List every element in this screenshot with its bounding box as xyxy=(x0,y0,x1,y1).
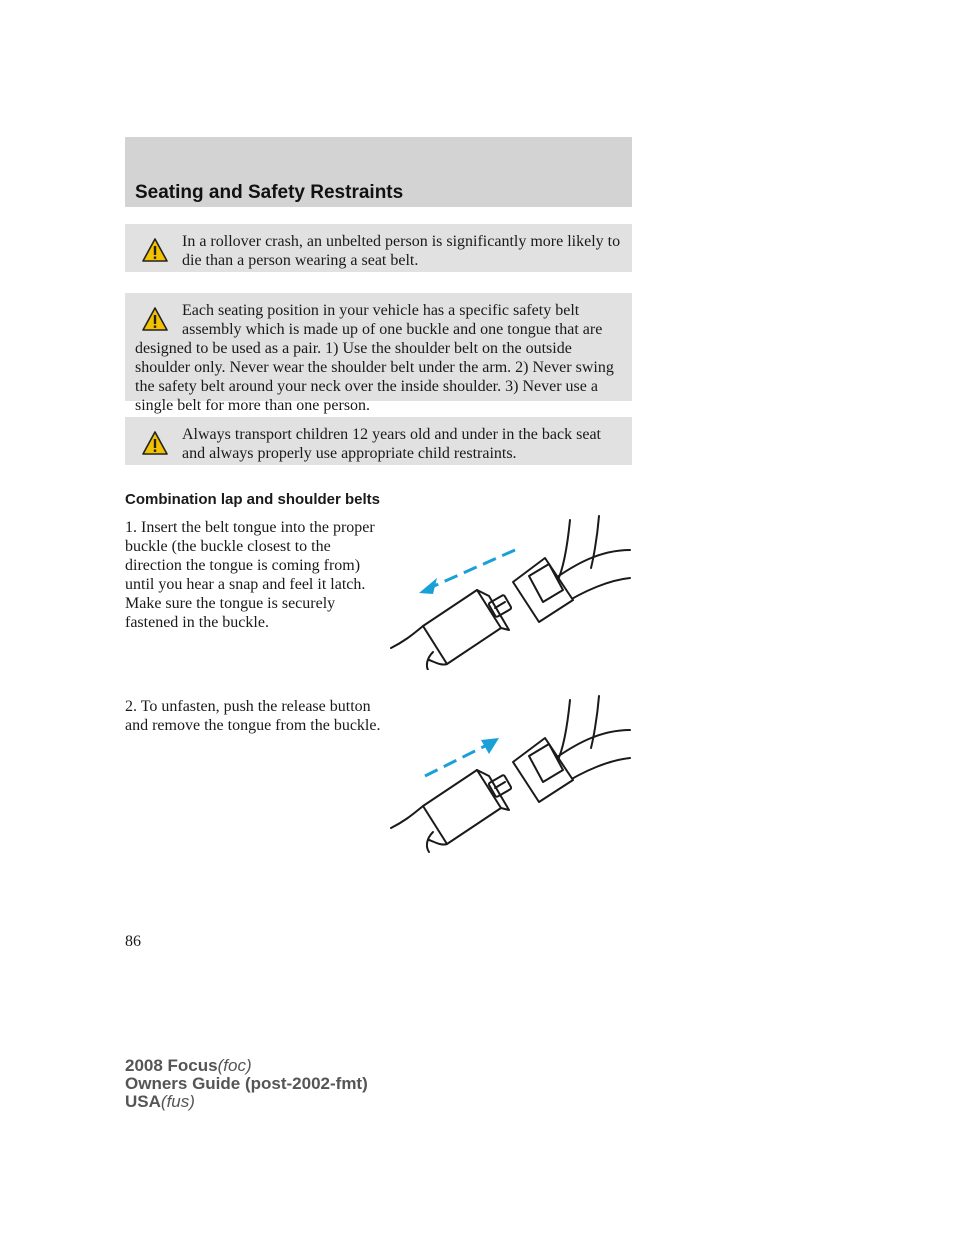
belt-unfasten-illustration xyxy=(385,690,635,860)
warning-text: Each seating position in your vehicle has a specific safety belt assembly which is made up of one buckle and one tongue that are designed to be used as a pair. 1) Use the shoulder belt on the outside shoulder only. Never wear the shoulder belt under the arm. 2) Never swing the safety belt around your neck over the inside shoulder. 3) Never use a single belt for more than one person. xyxy=(135,302,614,414)
step-1-text: 1. Insert the belt tongue into the proper buckle (the buckle closest to the direction the tongue is coming from) until you hear a snap and feel it latch. Make sure the tongue is securely fastened in the buckle. xyxy=(125,519,375,631)
warning-box-belt-assembly xyxy=(125,293,632,414)
warning-triangle-icon xyxy=(142,237,168,263)
footer-line-guide: Owners Guide (post-2002-fmt) xyxy=(125,1074,368,1093)
warning-triangle-icon xyxy=(142,430,168,456)
warning-text: In a rollover crash, an unbelted person is significantly more likely to die than a person wearing a seat belt. xyxy=(182,233,621,269)
warning-box-children xyxy=(125,417,632,465)
belt-fasten-illustration xyxy=(385,510,635,670)
warning-text: Always transport children 12 years old and under in the back seat and always properly use appropriate child restraints. xyxy=(182,426,601,462)
section-title: Seating and Safety Restraints xyxy=(135,182,404,203)
section-header-band xyxy=(125,137,632,207)
warning-box-rollover xyxy=(125,224,632,272)
document-footer xyxy=(125,1057,368,1111)
footer-line-market: USA(fus) xyxy=(125,1092,195,1111)
page-number: 86 xyxy=(125,933,141,950)
step-2-text: 2. To unfasten, push the release button and remove the tongue from the buckle. xyxy=(125,698,381,734)
footer-line-model: 2008 Focus(foc) xyxy=(125,1056,252,1075)
warning-triangle-icon xyxy=(142,306,168,332)
subheading-lap-shoulder-belts: Combination lap and shoulder belts xyxy=(125,491,381,508)
